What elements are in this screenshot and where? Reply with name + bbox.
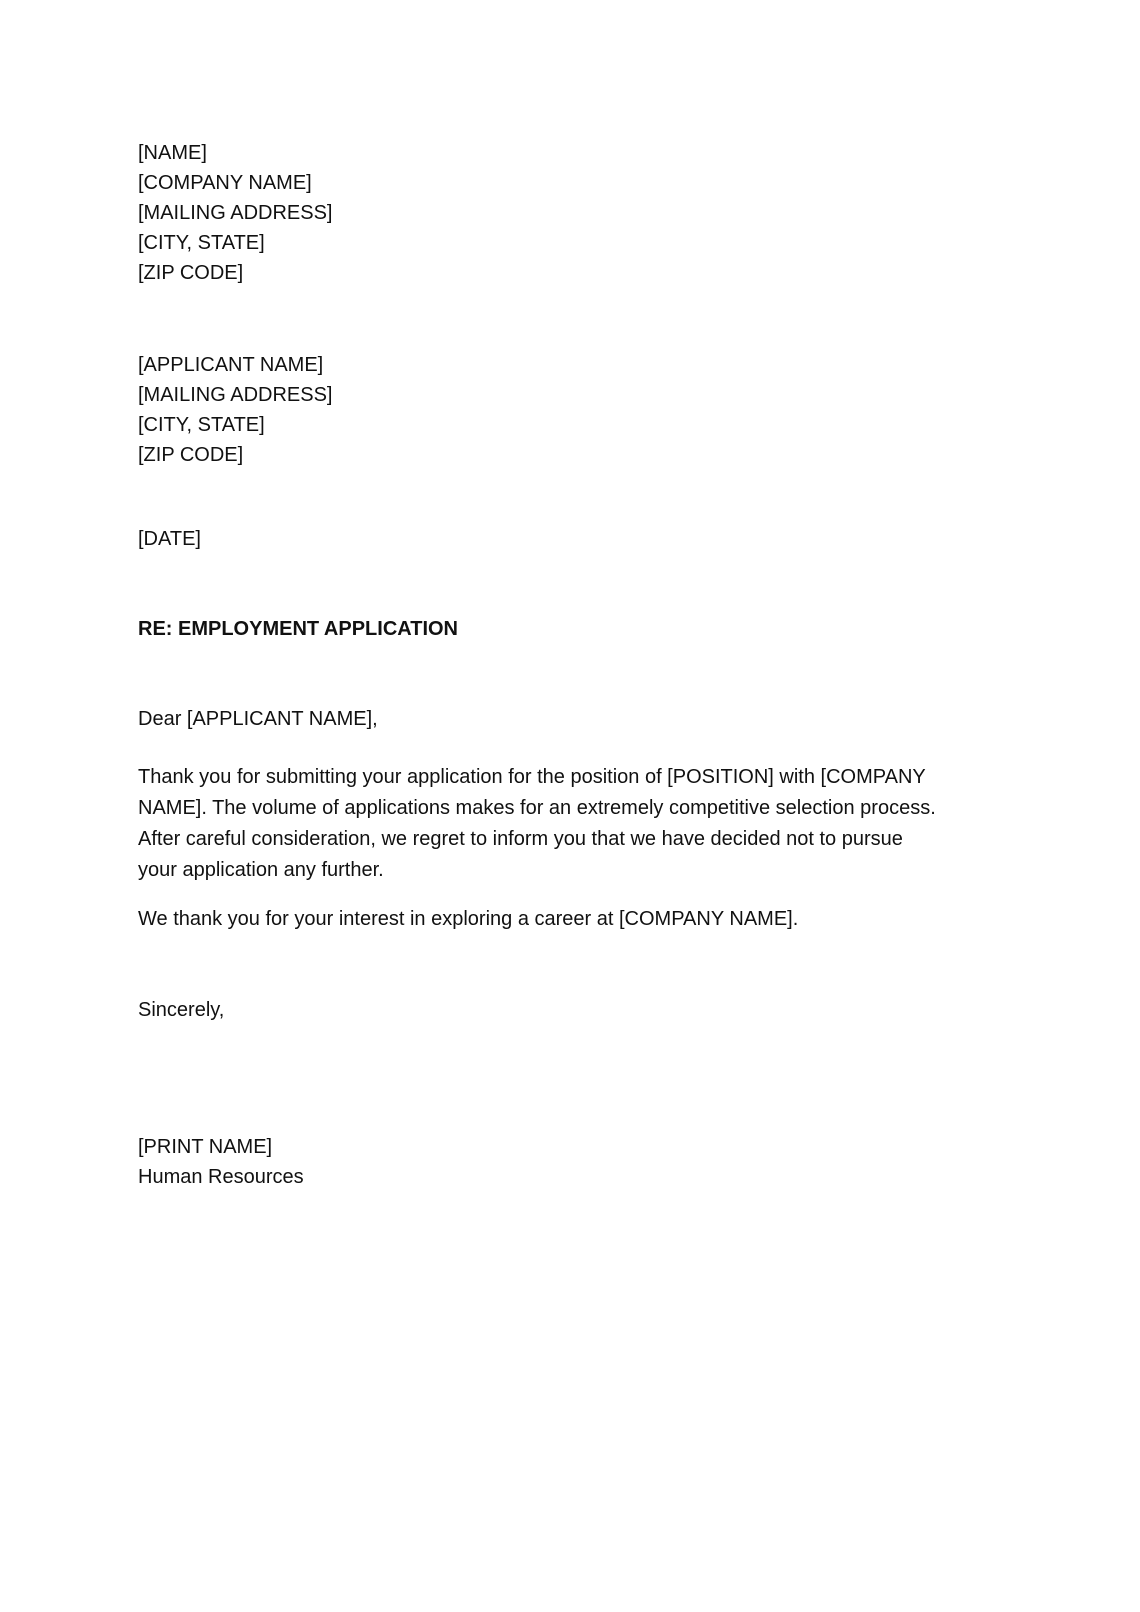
signature-block bbox=[138, 1132, 304, 1192]
body-paragraph-1 bbox=[138, 762, 998, 886]
subject-line bbox=[138, 614, 458, 644]
body-paragraph-2-text: We thank you for your interest in exploring a career at [COMPANY NAME]. bbox=[138, 908, 799, 930]
subject-text: RE: EMPLOYMENT APPLICATION bbox=[138, 618, 458, 640]
recipient-zip-code: [ZIP CODE] bbox=[138, 444, 244, 466]
signature-print-name: [PRINT NAME] bbox=[138, 1136, 273, 1158]
sender-name: [NAME] bbox=[138, 142, 207, 164]
letter-date bbox=[138, 524, 201, 554]
body-paragraph-1-line: NAME]. The volume of applications makes for an extremely competitive selection process. bbox=[138, 797, 936, 819]
sender-company: [COMPANY NAME] bbox=[138, 172, 312, 194]
recipient-city-state: [CITY, STATE] bbox=[138, 414, 265, 436]
closing bbox=[138, 995, 224, 1025]
body-paragraph-2 bbox=[138, 904, 798, 934]
body-paragraph-1-line: After careful consideration, we regret to inform you that we have decided not to pursue bbox=[138, 828, 903, 850]
sender-zip-code: [ZIP CODE] bbox=[138, 262, 244, 284]
recipient-mailing-address: [MAILING ADDRESS] bbox=[138, 384, 333, 406]
sender-city-state: [CITY, STATE] bbox=[138, 232, 265, 254]
sender-mailing-address: [MAILING ADDRESS] bbox=[138, 202, 333, 224]
salutation bbox=[138, 704, 378, 734]
sender-address-block bbox=[138, 138, 333, 288]
recipient-address-block bbox=[138, 350, 333, 470]
body-paragraph-1-line: your application any further. bbox=[138, 859, 384, 881]
recipient-name: [APPLICANT NAME] bbox=[138, 354, 324, 376]
date-text: [DATE] bbox=[138, 528, 201, 550]
salutation-text: Dear [APPLICANT NAME], bbox=[138, 708, 378, 730]
closing-text: Sincerely, bbox=[138, 999, 225, 1021]
body-paragraph-1-line: Thank you for submitting your application for the position of [POSITION] with [COMPANY bbox=[138, 766, 926, 788]
signature-department: Human Resources bbox=[138, 1166, 304, 1188]
